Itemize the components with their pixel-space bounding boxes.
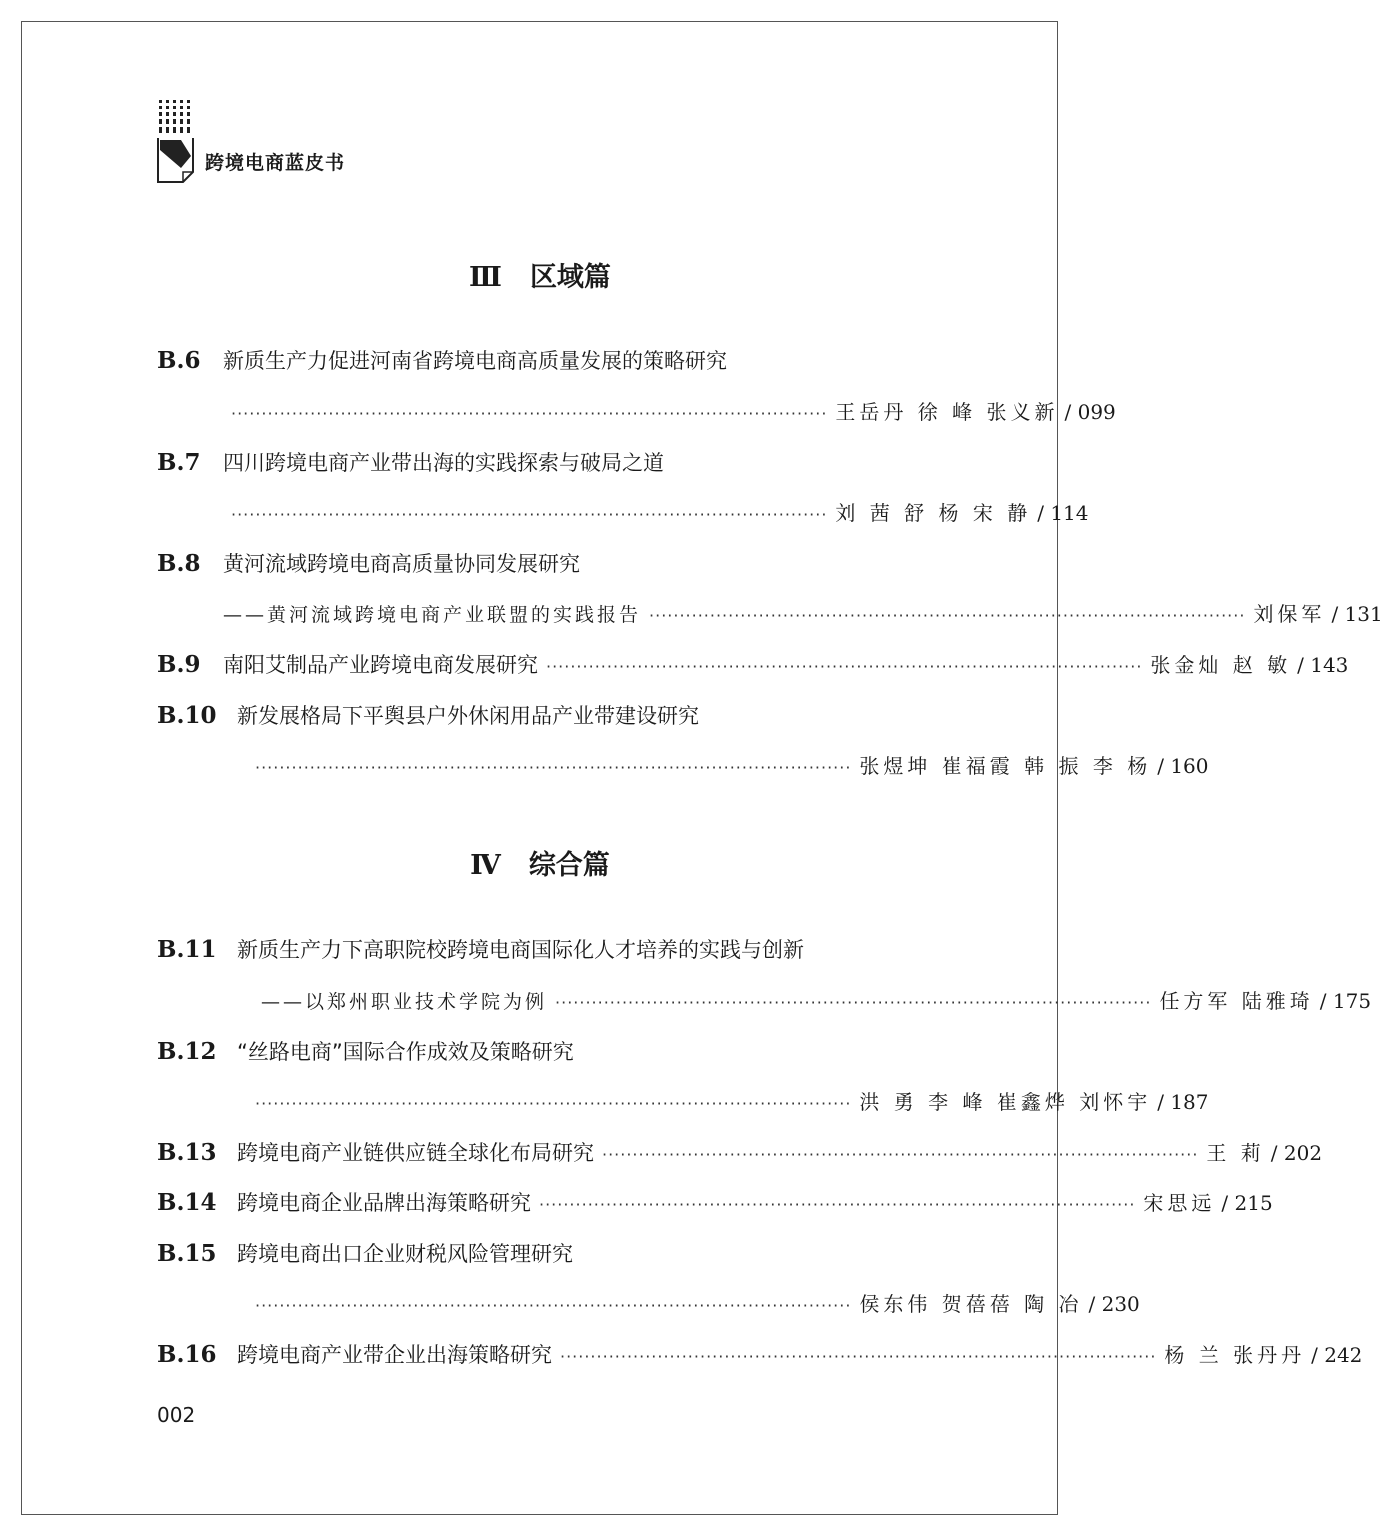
toc-entry-b12-authors [157,1086,1209,1120]
entry-title: 南阳艾制品产业跨境电商发展研究 [223,653,538,677]
entry-authors: 刘保军 [1253,602,1326,626]
entry-page: / 230 [1088,1292,1140,1316]
entry-authors: 侯东伟 贺蓓蓓 陶 冶 [859,1292,1083,1316]
leader-dots: ·································································································· [546,657,1143,676]
entry-title: 跨境电商出口企业财税风险管理研究 [237,1242,573,1266]
entry-code: B.9 [157,651,201,678]
entry-page: / 160 [1157,754,1209,778]
entry-subtitle: ——以郑州职业技术学院为例 [261,991,548,1013]
entry-title: 新质生产力下高职院校跨境电商国际化人才培养的实践与创新 [237,938,804,962]
entry-authors: 王 莉 [1206,1141,1265,1165]
entry-title: 四川跨境电商产业带出海的实践探索与破局之道 [223,451,664,475]
entry-title: “丝路电商”国际合作成效及策略研究 [237,1040,574,1064]
entry-code: B.6 [157,347,201,374]
series-title: 跨境电商蓝皮书 [205,152,346,174]
entry-page: / 215 [1221,1191,1273,1215]
toc-entry-b9[interactable] [157,649,1349,683]
entry-title: 跨境电商产业带企业出海策略研究 [237,1343,552,1367]
entry-page: / 242 [1311,1343,1363,1367]
entry-authors: 宋思远 [1143,1191,1216,1215]
section-numeral: Ⅲ [469,262,502,293]
leader-dots: ·································································································· [602,1145,1199,1164]
entry-title: 新发展格局下平舆县户外休闲用品产业带建设研究 [237,704,699,728]
leader-dots: ·································································································· [539,1195,1136,1214]
entry-page: / 099 [1064,400,1116,424]
leader-dots: ·································································································· [560,1347,1157,1366]
entry-authors: 王岳丹 徐 峰 张义新 [835,400,1059,424]
toc-entry-b10[interactable] [157,700,923,734]
leader-dots: ·································································································· [255,758,852,777]
toc-entry-b7-authors [157,497,1089,531]
section-numeral: Ⅳ [470,850,501,881]
leader-dots: ·································································································· [555,993,1152,1012]
toc-entry-b15-authors [157,1288,1140,1322]
section-title: 综合篇 [528,850,610,881]
entry-page: / 187 [1157,1090,1209,1114]
entry-authors: 张金灿 赵 敏 [1150,653,1292,677]
entry-code: B.8 [157,550,201,577]
bluebook-logo-icon [157,98,195,188]
entry-code: B.11 [157,936,217,963]
leader-dots: ·································································································· [255,1296,852,1315]
toc-entry-b16[interactable] [157,1339,1363,1373]
toc-entry-b8[interactable] [157,548,923,582]
entry-title: 跨境电商产业链供应链全球化布局研究 [237,1141,594,1165]
entry-code: B.15 [157,1240,217,1267]
toc-entry-b13[interactable] [157,1137,1323,1171]
entry-page: / 175 [1319,989,1372,1013]
entry-authors: 任方军 陆雅琦 [1159,989,1314,1013]
toc-entry-b6[interactable] [157,345,923,379]
leader-dots: ·································································································· [255,1094,852,1113]
toc-entry-b15[interactable] [157,1238,923,1272]
entry-authors: 张煜坤 崔福霞 韩 振 李 杨 [859,754,1152,778]
entry-page: / 202 [1270,1141,1323,1165]
toc-entry-b11-subtitle [157,985,1372,1019]
toc-entry-b11[interactable] [157,934,923,968]
toc-entry-b12[interactable] [157,1036,923,1070]
entry-code: B.13 [157,1139,217,1166]
toc-entry-b8-subtitle [157,598,1383,632]
entry-code: B.7 [157,449,201,476]
section-title: 区域篇 [529,262,611,293]
entry-code: B.16 [157,1341,217,1368]
page-number: 002 [157,1403,196,1427]
entry-authors: 洪 勇 李 峰 崔鑫烨 刘怀宇 [859,1090,1152,1114]
entry-page: / 114 [1037,501,1089,525]
toc-entry-b10-authors [157,750,1209,784]
toc-entry-b14[interactable] [157,1187,1273,1221]
entry-code: B.10 [157,702,217,729]
leader-dots: ·································································································· [231,505,828,524]
entry-title: 新质生产力促进河南省跨境电商高质量发展的策略研究 [223,349,727,373]
entry-code: B.12 [157,1038,217,1065]
section-heading-4 [0,843,1080,882]
section-heading-3 [0,255,1080,294]
entry-page: / 143 [1297,653,1349,677]
entry-authors: 刘 茜 舒 杨 宋 静 [835,501,1032,525]
leader-dots: ·································································································· [649,606,1246,625]
entry-title: 黄河流域跨境电商高质量协同发展研究 [223,552,580,576]
entry-authors: 杨 兰 张丹丹 [1164,1343,1306,1367]
toc-entry-b6-authors [157,396,1116,430]
entry-subtitle: ——黄河流域跨境电商产业联盟的实践报告 [223,604,642,626]
entry-code: B.14 [157,1189,217,1216]
leader-dots: ·································································································· [231,404,828,423]
entry-page: / 131 [1331,602,1383,626]
toc-entry-b7[interactable] [157,447,923,481]
entry-title: 跨境电商企业品牌出海策略研究 [237,1191,531,1215]
